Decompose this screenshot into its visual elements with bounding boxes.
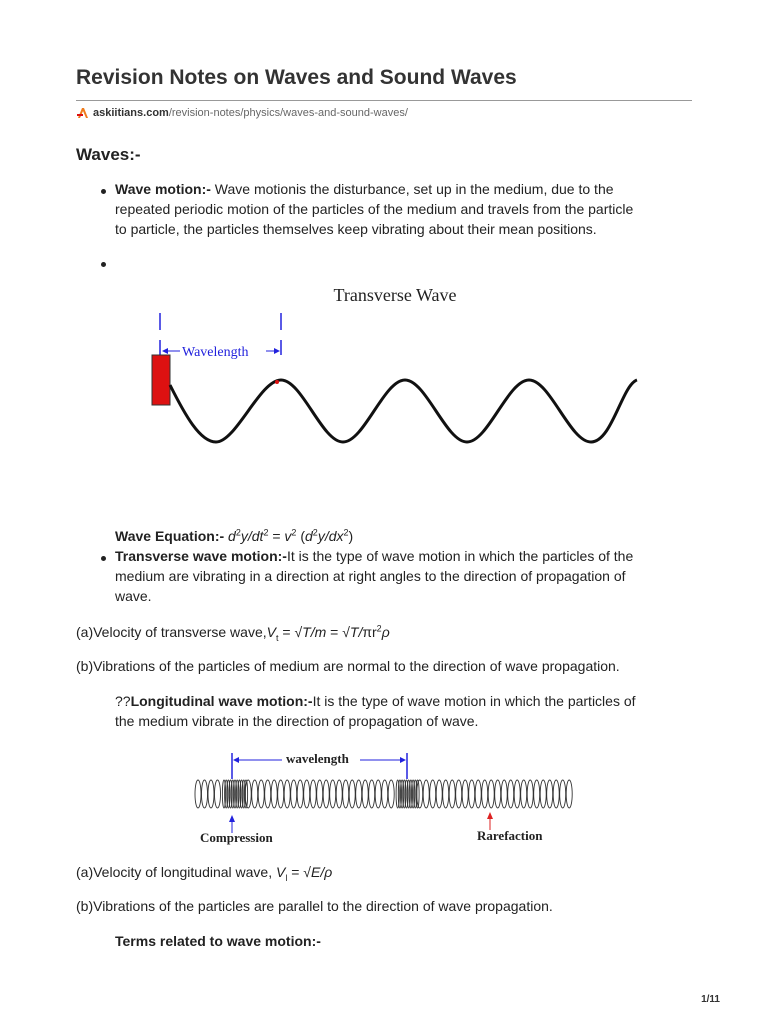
coil-loop <box>443 780 449 808</box>
page-title: Revision Notes on Waves and Sound Waves <box>76 66 517 89</box>
terms-heading-text: Terms related to wave motion:- <box>115 933 321 949</box>
eq-sup: 2 <box>263 527 269 538</box>
wave-motion-text-line2: repeated periodic motion of the particles of the medium and travels from the particle <box>115 201 634 217</box>
coil-loop <box>560 780 566 808</box>
eq-sup: 2 <box>376 623 382 634</box>
source-path: /revision-notes/physics/waves-and-sound-waves/ <box>168 107 408 119</box>
coil-loop <box>336 780 342 808</box>
eq-part: = <box>268 528 285 544</box>
coil-loop <box>252 780 258 808</box>
eq-part: ( <box>296 528 305 544</box>
longitudinal-motion-item <box>115 691 715 731</box>
eq-part: V <box>266 624 276 640</box>
coil-loop <box>323 780 329 808</box>
transverse-wave-figure <box>140 280 650 460</box>
bullet-dot <box>101 556 106 561</box>
wavelength-label: wavelength <box>286 751 349 766</box>
transverse-vibrations: (b)Vibrations of the particles of medium are normal to the direction of wave propagation. <box>76 658 620 674</box>
terms-heading <box>115 931 321 951</box>
eq-part: y/dx <box>317 528 344 544</box>
coil-loop <box>375 780 381 808</box>
eq-part: T/ <box>349 624 363 640</box>
coil-loop <box>540 780 546 808</box>
bullet-dot <box>101 262 106 267</box>
eq-part: = √ <box>278 624 303 640</box>
coil-loop <box>271 780 277 808</box>
eq-part: V <box>276 864 286 880</box>
title-divider <box>76 100 692 101</box>
crest-marker <box>275 380 279 384</box>
transverse-velocity <box>76 622 390 642</box>
coil-loop <box>304 780 310 808</box>
compression-label: Compression <box>200 830 273 845</box>
coil-loop <box>297 780 303 808</box>
coil-loop <box>417 780 423 808</box>
compression-arrowhead <box>229 815 235 822</box>
coil-loop <box>462 780 468 808</box>
rarefaction-arrowhead <box>487 812 493 819</box>
coil-loop <box>343 780 349 808</box>
coil-loop <box>501 780 507 808</box>
coil-loop <box>349 780 355 808</box>
rarefaction-label: Rarefaction <box>477 828 543 843</box>
eq-part: d <box>305 528 313 544</box>
longitudinal-velocity <box>76 862 332 882</box>
coil-loop <box>284 780 290 808</box>
longitudinal-motion-label: Longitudinal wave motion:- <box>130 693 313 709</box>
coil-loop <box>436 780 442 808</box>
wave-motion-item <box>115 179 705 239</box>
coil-loop <box>534 780 540 808</box>
coil-loop <box>456 780 462 808</box>
eq-part: = √ <box>326 624 350 640</box>
wavelength-left-arrow <box>233 757 239 763</box>
coil-loop <box>547 780 553 808</box>
eq-sub: t <box>275 632 279 643</box>
coil-loop <box>527 780 533 808</box>
coil-loop <box>430 780 436 808</box>
eq-part: T/m <box>302 624 327 640</box>
longitudinal-wave-figure <box>190 745 580 850</box>
coil-loop <box>310 780 316 808</box>
coil-loop <box>202 780 208 808</box>
coil-loop <box>469 780 475 808</box>
coil-loop <box>449 780 455 808</box>
eq-sup: 2 <box>291 527 297 538</box>
eq-part: v <box>284 528 292 544</box>
wavelength-label: Wavelength <box>182 345 249 360</box>
eq-part: d <box>228 528 236 544</box>
eq-part: πr <box>362 624 377 640</box>
wavelength-right-arrow <box>274 348 280 354</box>
wave-motion-text-line3: to particle, the particles themselves keep vibrating about their mean positions. <box>115 221 597 237</box>
transverse-motion-item <box>115 546 715 606</box>
eq-part: ρ <box>381 624 390 640</box>
coil-loop <box>356 780 362 808</box>
eq-sup: 2 <box>235 527 241 538</box>
eq-part: ) <box>348 528 354 544</box>
transverse-motion-text-line2: medium are vibrating in a direction at right angles to the direction of propagation of <box>115 568 626 584</box>
eq-sup: 2 <box>343 527 349 538</box>
coil-loop <box>566 780 572 808</box>
coil-loop <box>482 780 488 808</box>
coil-loop <box>514 780 520 808</box>
transverse-motion-text: It is the type of wave motion in which the particles of the <box>286 548 634 564</box>
eq-sub: l <box>285 872 288 883</box>
coil-loop <box>265 780 271 808</box>
transverse-motion-text-line3: wave. <box>115 588 152 604</box>
coil-loop <box>521 780 527 808</box>
transverse-figure-title: Transverse Wave <box>333 285 457 305</box>
coil-loop <box>488 780 494 808</box>
wavelength-left-arrow <box>162 348 168 354</box>
coil-loop <box>362 780 368 808</box>
coil-loop <box>278 780 284 808</box>
coil-loop <box>475 780 481 808</box>
coil-loop <box>317 780 323 808</box>
longitudinal-motion-text-line2: the medium vibrate in the direction of propagation of wave. <box>115 713 479 729</box>
source-domain: askiitians.com <box>93 107 169 119</box>
eq-sup: 2 <box>312 527 318 538</box>
coil-loop <box>553 780 559 808</box>
coil-loop <box>369 780 375 808</box>
source-link[interactable] <box>76 106 408 120</box>
longitudinal-coil <box>195 780 572 808</box>
coil-loop <box>291 780 297 808</box>
page-number: 1/11 <box>701 994 720 1005</box>
velocity-prefix: (a)Velocity of longitudinal wave, <box>76 864 276 880</box>
coil-loop <box>382 780 388 808</box>
wave-equation <box>115 526 353 546</box>
transverse-wave-curve <box>170 380 637 442</box>
coil-loop <box>245 780 251 808</box>
askiitians-logo-icon <box>76 106 90 120</box>
coil-loop <box>195 780 201 808</box>
eq-part: = √ <box>287 864 311 880</box>
longitudinal-motion-text: It is the type of wave motion in which the particles of <box>312 693 636 709</box>
coil-loop <box>423 780 429 808</box>
eq-part: y/dt <box>240 528 264 544</box>
longitudinal-vibrations: (b)Vibrations of the particles are parallel to the direction of wave propagation. <box>76 898 553 914</box>
coil-loop <box>388 780 394 808</box>
eq-part: E/ρ <box>310 864 333 880</box>
wave-source-block <box>152 355 170 405</box>
wave-equation-label: Wave Equation:- <box>115 528 225 544</box>
wavelength-right-arrow <box>400 757 406 763</box>
coil-loop <box>495 780 501 808</box>
bullet-dot <box>101 189 106 194</box>
coil-loop <box>258 780 264 808</box>
longitudinal-prefix: ?? <box>115 693 131 709</box>
coil-loop <box>508 780 514 808</box>
transverse-motion-label: Transverse wave motion:- <box>115 548 287 564</box>
wave-motion-label: Wave motion:- <box>115 181 211 197</box>
coil-loop <box>215 780 221 808</box>
velocity-prefix: (a)Velocity of transverse wave, <box>76 624 267 640</box>
section-heading-waves: Waves:- <box>76 145 141 164</box>
wave-motion-text: Wave motionis the disturbance, set up in the medium, due to the <box>210 181 614 197</box>
coil-loop <box>208 780 214 808</box>
coil-loop <box>330 780 336 808</box>
